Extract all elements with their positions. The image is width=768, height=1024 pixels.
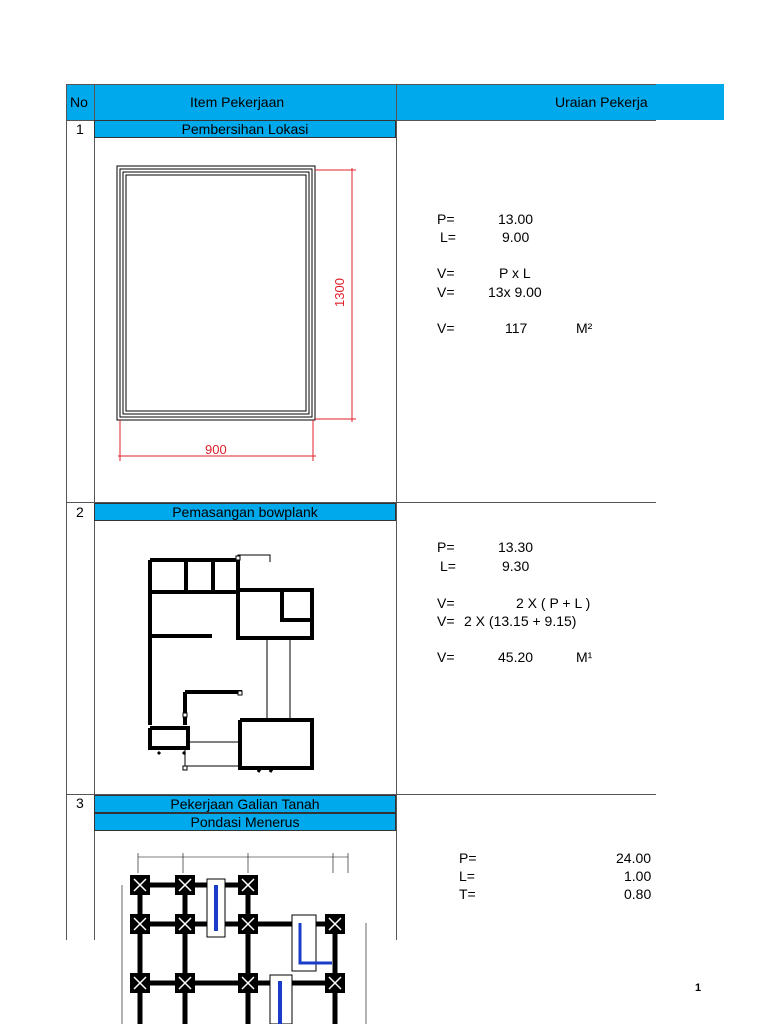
row-number: 3 bbox=[76, 795, 84, 811]
calc-value: 9.00 bbox=[502, 229, 530, 245]
page-number: 1 bbox=[695, 982, 702, 994]
calc-label: L= bbox=[459, 868, 475, 884]
calc-label: L= bbox=[440, 558, 456, 574]
calc-unit: M² bbox=[576, 320, 593, 336]
row-number: 1 bbox=[76, 121, 84, 137]
grid-line bbox=[396, 84, 397, 940]
calc-value: 2 X ( P + L ) bbox=[516, 595, 591, 611]
calc-unit: M¹ bbox=[576, 649, 593, 665]
calc-label: P= bbox=[437, 211, 455, 227]
calc-label: V= bbox=[437, 613, 455, 629]
foundation-plan-drawing bbox=[100, 845, 390, 1024]
row-title: Pemasangan bowplank bbox=[94, 503, 396, 521]
calc-value: 24.00 bbox=[616, 850, 652, 866]
row-title: Pekerjaan Galian Tanah bbox=[94, 795, 396, 813]
calc-label: V= bbox=[437, 595, 455, 611]
calc-value: P x L bbox=[499, 265, 531, 281]
calc-value: 117 bbox=[505, 320, 528, 336]
calc-value: 13.30 bbox=[498, 539, 534, 555]
header-item: Item Pekerjaan bbox=[190, 94, 285, 110]
grid-line bbox=[66, 84, 67, 940]
calc-label: P= bbox=[459, 850, 477, 866]
dimension-height: 1300 bbox=[331, 278, 347, 307]
dimension-width: 900 bbox=[205, 442, 227, 457]
header-no: No bbox=[70, 94, 88, 110]
row-number: 2 bbox=[76, 504, 84, 520]
calc-label: L= bbox=[440, 229, 456, 245]
calc-value: 0.80 bbox=[624, 886, 652, 902]
calc-value: 13x 9.00 bbox=[488, 284, 542, 300]
row-subtitle: Pondasi Menerus bbox=[94, 813, 396, 831]
calc-label: V= bbox=[437, 284, 455, 300]
header-uraian: Uraian Pekerja bbox=[555, 94, 648, 110]
calc-value: 2 X (13.15 + 9.15) bbox=[464, 613, 577, 629]
calc-value: 1.00 bbox=[624, 868, 652, 884]
calc-label: V= bbox=[437, 649, 455, 665]
calc-value: 9.30 bbox=[502, 558, 530, 574]
calc-value: 13.00 bbox=[498, 211, 534, 227]
calc-label: V= bbox=[437, 320, 455, 336]
bowplank-floor-plan bbox=[140, 550, 330, 780]
calc-value: 45.20 bbox=[498, 649, 534, 665]
calc-label: P= bbox=[437, 539, 455, 555]
calc-label: T= bbox=[459, 886, 476, 902]
row-title: Pembersihan Lokasi bbox=[94, 120, 396, 138]
site-plan-drawing bbox=[100, 150, 370, 470]
calc-label: V= bbox=[437, 265, 455, 281]
